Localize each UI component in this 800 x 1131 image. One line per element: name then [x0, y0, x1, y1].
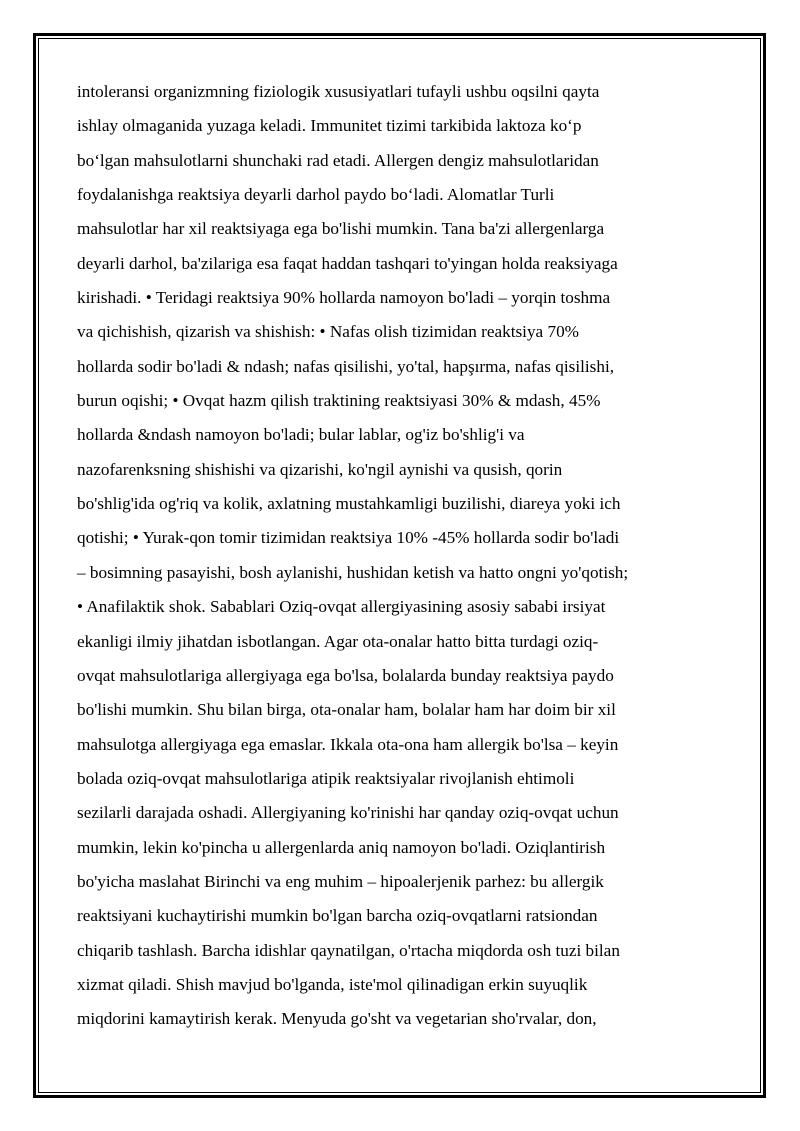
text-line: ovqat mahsulotlariga allergiyaga ega bo'lsa, bolalarda bunday reaktsiya paydo [77, 665, 614, 685]
body-text [77, 75, 727, 1037]
text-line: bo'shlig'ida og'riq va kolik, axlatning mustahkamligi buzilishi, diareya yoki ich [77, 494, 621, 514]
text-line: hollarda sodir bo'ladi & ndash; nafas qisilishi, yo'tal, hapşırma, nafas qisilishi, [77, 356, 615, 376]
text-line: mahsulotlar har xil reaktsiyaga ega bo'lishi mumkin. Tana ba'zi allergenlarga [77, 219, 605, 239]
text-line: nazofarenksning shishishi va qizarishi, ko'ngil aynishi va qusish, qorin [77, 459, 563, 479]
text-line: reaktsiyani kuchaytirishi mumkin bo'lgan barcha oziq-ovqatlarni ratsiondan [77, 906, 598, 926]
text-line: burun oqishi; • Ovqat hazm qilish traktining reaktsiyasi 30% & mdash, 45% [77, 391, 601, 411]
text-line: bo'yicha maslahat Birinchi va eng muhim – hipoalerjenik parhez: bu allergik [77, 871, 604, 891]
text-line: intoleransi organizmning fiziologik xususiyatlari tufayli ushbu oqsilni qayta [77, 82, 600, 101]
text-line: foydalanishga reaktsiya deyarli darhol paydo bo‘ladi. Alomatlar Turli [77, 185, 555, 205]
text-line: chiqarib tashlash. Barcha idishlar qaynatilgan, o'rtacha miqdorda osh tuzi bilan [77, 940, 620, 960]
text-line: kirishadi. • Teridagi reaktsiya 90% hollarda namoyon bo'ladi – yorqin toshma [77, 288, 611, 308]
text-line: va qichishish, qizarish va shishish: • Nafas olish tizimidan reaktsiya 70% [77, 322, 579, 342]
text-line: qotishi; • Yurak-qon tomir tizimidan reaktsiya 10% -45% hollarda sodir bo'ladi [77, 528, 620, 548]
text-line: bo‘lgan mahsulotlarni shunchaki rad etadi. Allergen dengiz mahsulotlaridan [77, 150, 599, 170]
text-line: hollarda &ndash namoyon bo'ladi; bular lablar, og'iz bo'shlig'i va [77, 425, 525, 445]
text-line: xizmat qiladi. Shish mavjud bo'lganda, iste'mol qilinadigan erkin suyuqlik [77, 974, 588, 994]
text-line: – bosimning pasayishi, bosh aylanishi, hushidan ketish va hatto ongni yo'qotish; [77, 562, 629, 582]
text-line: mumkin, lekin ko'pincha u allergenlarda aniq namoyon bo'ladi. Oziqlantirish [77, 837, 606, 857]
text-line: deyarli darhol, ba'zilariga esa faqat haddan tashqari to'yingan holda reaksiyaga [77, 253, 618, 273]
text-line: bo'lishi mumkin. Shu bilan birga, ota-onalar ham, bolalar ham har doim bir xil [77, 700, 616, 720]
text-line: ekanligi ilmiy jihatdan isbotlangan. Agar ota-onalar hatto bitta turdagi oziq- [77, 631, 599, 651]
text-line: ishlay olmaganida yuzaga keladi. Immunitet tizimi tarkibida laktoza ko‘p [77, 116, 582, 136]
text-line: miqdorini kamaytirish kerak. Menyuda go'sht va vegetarian sho'rvalar, don, [77, 1009, 597, 1029]
text-line: mahsulotga allergiyaga ega emaslar. Ikkala ota-ona ham allergik bo'lsa – keyin [77, 734, 619, 754]
text-line: • Anafilaktik shok. Sabablari Oziq-ovqat allergiyasining asosiy sababi irsiyat [77, 597, 606, 617]
text-line: bolada oziq-ovqat mahsulotlariga atipik reaktsiyalar rivojlanish ehtimoli [77, 768, 575, 788]
text-line: sezilarli darajada oshadi. Allergiyaning ko'rinishi har qanday oziq-ovqat uchun [77, 803, 619, 823]
